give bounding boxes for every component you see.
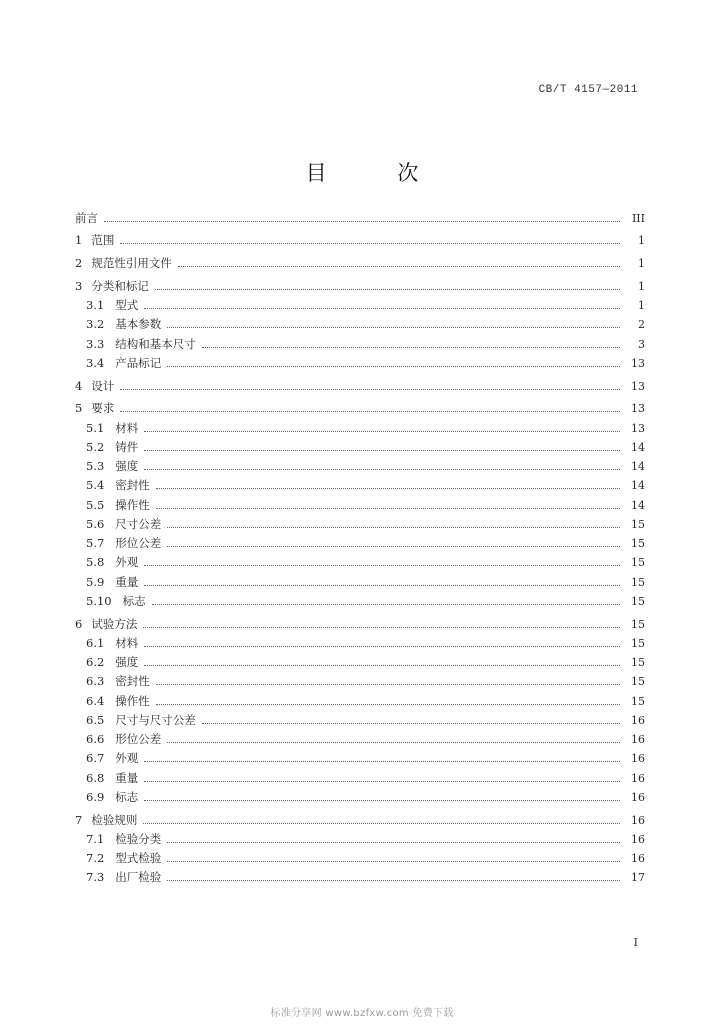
toc-entry-page: 16 <box>631 832 645 846</box>
toc-entry[interactable] <box>75 378 645 397</box>
toc-entry-title: 标志 <box>122 593 146 608</box>
toc-entry-number: 3.2 <box>86 317 105 332</box>
toc-entry-number: 5.4 <box>86 478 105 493</box>
toc-entry-number: 7.2 <box>86 851 105 865</box>
toc-entry-number: 2 <box>75 256 83 270</box>
toc-entry[interactable] <box>75 593 645 612</box>
toc-entry[interactable] <box>75 731 645 750</box>
toc-entry-number: 4 <box>75 378 83 393</box>
toc-entry-page: 1 <box>638 279 645 293</box>
toc-entry[interactable] <box>75 869 645 888</box>
toc-entry-title: 密封性 <box>115 674 150 689</box>
toc-entry-number: 3.1 <box>86 298 105 312</box>
dot-leader <box>156 684 620 685</box>
toc-entry-number: 1 <box>75 233 83 248</box>
toc-entry[interactable] <box>75 336 645 355</box>
toc-entry-page: 14 <box>631 479 645 493</box>
toc-entry[interactable] <box>75 355 645 374</box>
toc-entry[interactable] <box>75 439 645 458</box>
dot-leader <box>167 742 620 743</box>
toc-entry-title: 操作性 <box>115 693 150 708</box>
toc-entry-title: 范围 <box>91 233 115 248</box>
dot-leader <box>156 704 620 705</box>
toc-entry-page: 17 <box>631 871 645 885</box>
dot-leader <box>167 327 620 328</box>
toc-entry-number: 6.2 <box>86 655 105 669</box>
dot-leader <box>202 347 620 348</box>
toc-entry-number: 5.8 <box>86 555 105 570</box>
dot-leader <box>144 646 620 647</box>
toc-entry-title: 要求 <box>91 401 115 416</box>
toc-entry-number: 5.3 <box>86 459 105 473</box>
toc-entry-title: 规范性引用文件 <box>91 256 172 270</box>
toc-entry[interactable] <box>75 673 645 692</box>
toc-entry-title: 操作性 <box>115 497 150 512</box>
toc-entry-page: 1 <box>638 299 645 312</box>
dot-leader <box>143 627 620 628</box>
toc-entry-number: 7 <box>75 812 83 827</box>
dot-leader <box>144 565 620 566</box>
toc-entry[interactable] <box>75 750 645 769</box>
toc-entry-title: 出厂检验 <box>115 870 162 885</box>
toc-entry-title: 前言 <box>75 210 98 225</box>
toc-entry-title: 试验方法 <box>91 616 138 631</box>
toc-entry-number: 6.5 <box>86 712 105 727</box>
toc-entry-title: 标志 <box>115 789 139 804</box>
toc-entry[interactable] <box>75 497 645 516</box>
page-title: 目 次 <box>305 161 451 185</box>
dot-leader <box>144 781 620 782</box>
toc-entry[interactable] <box>75 850 645 869</box>
toc-entry-page: 14 <box>631 440 645 454</box>
dot-leader <box>167 366 620 367</box>
dot-leader <box>156 508 620 509</box>
toc-entry[interactable] <box>75 789 645 808</box>
page-number: I <box>633 936 638 949</box>
dot-leader <box>144 585 620 586</box>
toc-entry-title: 尺寸与尺寸公差 <box>115 712 196 727</box>
toc-entry-title: 材料 <box>115 420 139 435</box>
toc-entry[interactable] <box>75 693 645 712</box>
toc-entry[interactable] <box>75 278 645 297</box>
toc-entry-page: 15 <box>631 594 645 608</box>
toc-entry-title: 设计 <box>91 378 115 393</box>
toc-entry[interactable] <box>75 458 645 477</box>
dot-leader <box>143 823 620 824</box>
toc-entry-title: 型式检验 <box>115 851 162 865</box>
toc-entry-number: 5.1 <box>86 420 105 435</box>
standard-code: CB/T 4157—2011 <box>538 84 638 96</box>
toc-entry[interactable] <box>75 770 645 789</box>
toc-entry[interactable] <box>75 535 645 554</box>
toc-entry-title: 结构和基本尺寸 <box>115 336 196 351</box>
dot-leader <box>144 469 620 470</box>
toc-entry-number: 6.3 <box>86 674 105 689</box>
dot-leader <box>167 880 620 881</box>
toc-entry[interactable] <box>75 831 645 850</box>
toc-entry-title: 基本参数 <box>115 317 162 332</box>
toc-entry-number: 5.7 <box>86 536 105 550</box>
toc-entry-page: 15 <box>631 694 645 708</box>
toc-entry[interactable] <box>75 516 645 535</box>
toc-entry[interactable] <box>75 297 645 316</box>
toc-entry-page: 13 <box>631 356 645 370</box>
dot-leader <box>120 411 620 412</box>
toc-entry-page: 1 <box>638 257 645 270</box>
dot-leader <box>155 289 620 290</box>
toc-entry[interactable] <box>75 712 645 731</box>
toc-entry-number: 6.7 <box>86 751 105 766</box>
toc-entry-page: 15 <box>631 675 645 689</box>
dot-leader <box>144 761 620 762</box>
toc-entry-page: 15 <box>631 517 645 531</box>
dot-leader <box>156 488 620 489</box>
toc-entry-page: 15 <box>631 537 645 550</box>
toc-entry[interactable] <box>75 420 645 439</box>
toc-entry[interactable] <box>75 635 645 654</box>
toc-entry-title: 形位公差 <box>115 536 162 550</box>
dot-leader <box>144 800 620 801</box>
toc-entry[interactable] <box>75 812 645 831</box>
toc-entry-page: 14 <box>631 460 645 473</box>
toc-entry-title: 产品标记 <box>115 355 162 370</box>
dot-leader <box>144 431 620 432</box>
dot-leader <box>144 665 620 666</box>
toc-entry[interactable] <box>75 255 645 274</box>
toc-entry-page: 2 <box>638 318 645 332</box>
toc-entry-title: 材料 <box>115 635 139 650</box>
toc-entry-number: 5.2 <box>86 439 105 454</box>
toc-entry-number: 3.4 <box>86 355 105 370</box>
toc-entry-page: 16 <box>631 813 645 827</box>
toc-entry[interactable] <box>75 400 645 419</box>
toc-entry-page: 16 <box>631 733 645 746</box>
dot-leader <box>104 221 620 222</box>
toc-entry[interactable] <box>75 554 645 573</box>
toc-entry-page: 16 <box>631 713 645 727</box>
dot-leader <box>167 527 620 528</box>
toc-entry-title: 型式 <box>115 298 139 312</box>
toc-entry-title: 分类和标记 <box>91 278 149 293</box>
dot-leader <box>120 389 620 390</box>
toc-entry-title: 铸件 <box>115 439 139 454</box>
toc-entry-number: 3.3 <box>86 336 105 351</box>
toc-entry-page: 15 <box>631 617 645 631</box>
toc-entry-number: 6.8 <box>86 770 105 785</box>
toc-entry[interactable] <box>75 574 645 593</box>
toc-entry-page: 1 <box>638 234 645 248</box>
toc-entry-page: 15 <box>631 636 645 650</box>
dot-leader <box>144 450 620 451</box>
dot-leader <box>167 861 620 862</box>
dot-leader <box>152 604 620 605</box>
toc-entry-page: 15 <box>631 575 645 589</box>
toc-entry-number: 5.9 <box>86 574 105 589</box>
toc-entry-title: 检验分类 <box>115 831 162 846</box>
toc-entry-title: 重量 <box>115 574 139 589</box>
toc-entry-number: 6.4 <box>86 693 105 708</box>
table-of-contents <box>75 206 645 889</box>
toc-entry-title: 外观 <box>115 751 139 766</box>
toc-entry[interactable] <box>75 316 645 335</box>
toc-entry-title: 密封性 <box>115 478 150 493</box>
toc-entry-title: 强度 <box>115 459 139 473</box>
toc-entry-page: 13 <box>631 379 645 393</box>
toc-entry-number: 5 <box>75 401 83 416</box>
dot-leader <box>178 266 620 267</box>
toc-entry-number: 6.9 <box>86 789 105 804</box>
toc-entry[interactable] <box>75 232 645 251</box>
toc-entry-page: 16 <box>631 852 645 865</box>
toc-entry[interactable] <box>75 616 645 635</box>
dot-leader <box>120 243 620 244</box>
dot-leader <box>144 308 620 309</box>
toc-entry-page: 15 <box>631 656 645 669</box>
toc-entry-number: 6.6 <box>86 732 105 746</box>
toc-entry-page: 13 <box>631 421 645 435</box>
toc-entry-title: 尺寸公差 <box>115 516 162 531</box>
toc-entry-page: 14 <box>631 498 645 512</box>
toc-entry-page: 15 <box>631 556 645 570</box>
toc-entry-number: 7.3 <box>86 870 105 885</box>
dot-leader <box>202 723 620 724</box>
toc-entry-number: 5.5 <box>86 497 105 512</box>
toc-entry-page: III <box>631 211 645 225</box>
toc-entry-page: 3 <box>638 337 645 351</box>
dot-leader <box>167 842 620 843</box>
toc-entry-number: 6.1 <box>86 635 105 650</box>
footer-watermark: 标准分享网 www.bzfxw.com 免费下载 <box>270 1008 454 1019</box>
toc-entry-number: 6 <box>75 616 83 631</box>
toc-entry-page: 13 <box>631 402 645 416</box>
toc-entry-title: 外观 <box>115 555 139 570</box>
toc-entry-page: 16 <box>631 790 645 804</box>
toc-entry-title: 形位公差 <box>115 732 162 746</box>
toc-entry-page: 16 <box>631 752 645 766</box>
toc-entry-title: 强度 <box>115 655 139 669</box>
toc-entry[interactable] <box>75 654 645 673</box>
toc-entry[interactable] <box>75 477 645 496</box>
dot-leader <box>167 546 620 547</box>
toc-entry-title: 重量 <box>115 770 139 785</box>
toc-entry-number: 5.6 <box>86 516 105 531</box>
toc-entry-number: 5.10 <box>86 593 112 608</box>
toc-entry-title: 检验规则 <box>91 812 138 827</box>
toc-entry[interactable] <box>75 210 645 229</box>
toc-entry-number: 7.1 <box>86 831 105 846</box>
toc-entry-page: 16 <box>631 771 645 785</box>
toc-entry-number: 3 <box>75 278 83 293</box>
